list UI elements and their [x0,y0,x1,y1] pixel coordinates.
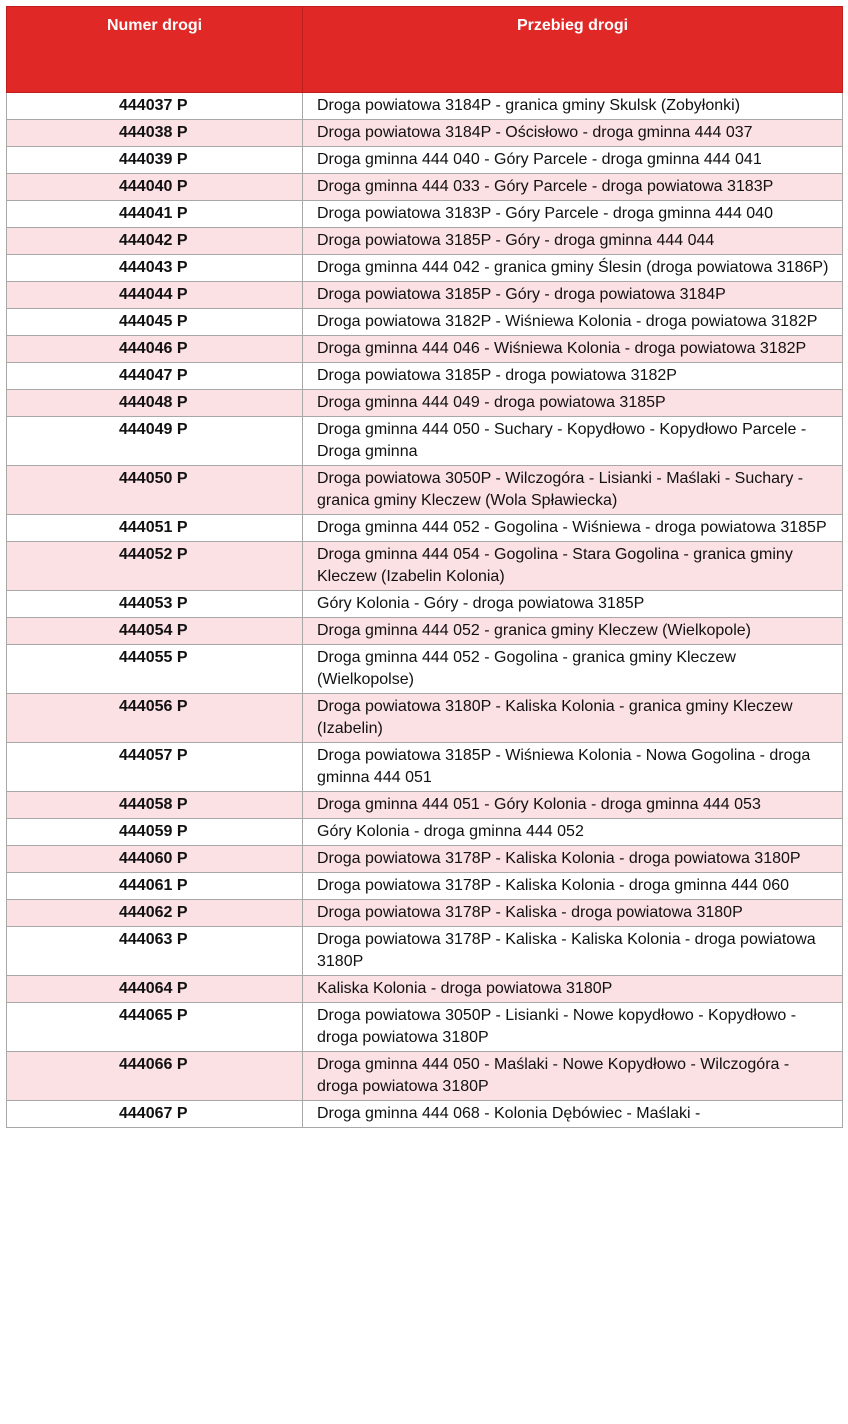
road-route-cell: Droga gminna 444 068 - Kolonia Dębówiec - Maślaki - [303,1101,843,1128]
table-row [7,120,843,147]
road-route-cell: Droga powiatowa 3183P - Góry Parcele - droga gminna 444 040 [303,201,843,228]
table-row [7,819,843,846]
road-route-cell: Droga powiatowa 3185P - Góry - droga powiatowa 3184P [303,282,843,309]
header-road-route: Przebieg drogi [303,7,843,93]
road-number-cell: 444066 P [7,1052,303,1101]
road-route-cell: Droga gminna 444 049 - droga powiatowa 3185P [303,390,843,417]
road-number-cell: 444041 P [7,201,303,228]
table-row [7,309,843,336]
road-number-cell: 444062 P [7,900,303,927]
road-number-cell: 444047 P [7,363,303,390]
road-route-cell: Góry Kolonia - droga gminna 444 052 [303,819,843,846]
table-row [7,1101,843,1128]
table-row [7,900,843,927]
table-row [7,618,843,645]
road-route-cell: Droga gminna 444 046 - Wiśniewa Kolonia - droga powiatowa 3182P [303,336,843,363]
road-number-cell: 444059 P [7,819,303,846]
table-row [7,228,843,255]
road-route-cell: Droga powiatowa 3184P - granica gminy Skulsk (Zobyłonki) [303,93,843,120]
road-number-cell: 444065 P [7,1003,303,1052]
table-row [7,93,843,120]
table-row [7,645,843,694]
table-row [7,255,843,282]
table-row [7,542,843,591]
table-row [7,336,843,363]
road-route-cell: Droga powiatowa 3178P - Kaliska Kolonia - droga powiatowa 3180P [303,846,843,873]
table-row [7,743,843,792]
table-row [7,976,843,1003]
road-number-cell: 444051 P [7,515,303,542]
road-route-cell: Droga powiatowa 3185P - droga powiatowa 3182P [303,363,843,390]
road-number-cell: 444039 P [7,147,303,174]
road-number-cell: 444052 P [7,542,303,591]
road-route-cell: Droga powiatowa 3185P - Wiśniewa Kolonia - Nowa Gogolina - droga gminna 444 051 [303,743,843,792]
road-route-cell: Droga powiatowa 3180P - Kaliska Kolonia - granica gminy Kleczew (Izabelin) [303,694,843,743]
table-row [7,694,843,743]
table-row [7,1052,843,1101]
road-route-cell: Droga gminna 444 052 - granica gminy Kleczew (Wielkopole) [303,618,843,645]
road-number-cell: 444061 P [7,873,303,900]
road-route-cell: Droga gminna 444 052 - Gogolina - granica gminy Kleczew (Wielkopolse) [303,645,843,694]
table-row [7,201,843,228]
road-number-cell: 444058 P [7,792,303,819]
road-route-cell: Droga gminna 444 054 - Gogolina - Stara Gogolina - granica gminy Kleczew (Izabelin Kolonia) [303,542,843,591]
road-number-cell: 444045 P [7,309,303,336]
road-number-cell: 444067 P [7,1101,303,1128]
road-route-cell: Droga powiatowa 3050P - Lisianki - Nowe kopydłowo - Kopydłowo - droga powiatowa 3180P [303,1003,843,1052]
road-number-cell: 444040 P [7,174,303,201]
header-road-number: Numer drogi [7,7,303,93]
road-route-cell: Droga gminna 444 051 - Góry Kolonia - droga gminna 444 053 [303,792,843,819]
road-number-cell: 444064 P [7,976,303,1003]
road-route-cell: Droga powiatowa 3178P - Kaliska Kolonia - droga gminna 444 060 [303,873,843,900]
table-row [7,1003,843,1052]
table-row [7,417,843,466]
road-number-cell: 444057 P [7,743,303,792]
road-number-cell: 444060 P [7,846,303,873]
roads-table [6,6,843,1128]
road-route-cell: Droga gminna 444 033 - Góry Parcele - droga powiatowa 3183P [303,174,843,201]
road-route-cell: Droga gminna 444 040 - Góry Parcele - droga gminna 444 041 [303,147,843,174]
table-row [7,390,843,417]
road-route-cell: Kaliska Kolonia - droga powiatowa 3180P [303,976,843,1003]
road-number-cell: 444050 P [7,466,303,515]
table-row [7,466,843,515]
road-route-cell: Droga gminna 444 052 - Gogolina - Wiśniewa - droga powiatowa 3185P [303,515,843,542]
table-row [7,147,843,174]
road-number-cell: 444063 P [7,927,303,976]
road-route-cell: Droga gminna 444 050 - Maślaki - Nowe Kopydłowo - Wilczogóra - droga powiatowa 3180P [303,1052,843,1101]
road-route-cell: Droga powiatowa 3185P - Góry - droga gminna 444 044 [303,228,843,255]
road-number-cell: 444056 P [7,694,303,743]
table-row [7,792,843,819]
roads-table-container [6,6,842,1128]
table-header-row [7,7,843,93]
road-route-cell: Droga powiatowa 3182P - Wiśniewa Kolonia - droga powiatowa 3182P [303,309,843,336]
table-row [7,927,843,976]
road-number-cell: 444048 P [7,390,303,417]
road-number-cell: 444038 P [7,120,303,147]
road-number-cell: 444043 P [7,255,303,282]
road-number-cell: 444055 P [7,645,303,694]
road-number-cell: 444049 P [7,417,303,466]
table-row [7,873,843,900]
road-route-cell: Droga powiatowa 3178P - Kaliska - Kaliska Kolonia - droga powiatowa 3180P [303,927,843,976]
table-row [7,846,843,873]
road-route-cell: Droga powiatowa 3184P - Ościsłowo - droga gminna 444 037 [303,120,843,147]
road-number-cell: 444037 P [7,93,303,120]
road-route-cell: Droga powiatowa 3050P - Wilczogóra - Lisianki - Maślaki - Suchary - granica gminy Kleczew (Wola Spławiecka) [303,466,843,515]
road-number-cell: 444054 P [7,618,303,645]
road-number-cell: 444042 P [7,228,303,255]
road-route-cell: Góry Kolonia - Góry - droga powiatowa 3185P [303,591,843,618]
table-row [7,515,843,542]
road-route-cell: Droga gminna 444 042 - granica gminy Ślesin (droga powiatowa 3186P) [303,255,843,282]
road-route-cell: Droga powiatowa 3178P - Kaliska - droga powiatowa 3180P [303,900,843,927]
table-row [7,174,843,201]
road-number-cell: 444053 P [7,591,303,618]
table-row [7,363,843,390]
table-row [7,591,843,618]
road-route-cell: Droga gminna 444 050 - Suchary - Kopydłowo - Kopydłowo Parcele - Droga gminna [303,417,843,466]
table-row [7,282,843,309]
road-number-cell: 444046 P [7,336,303,363]
road-number-cell: 444044 P [7,282,303,309]
